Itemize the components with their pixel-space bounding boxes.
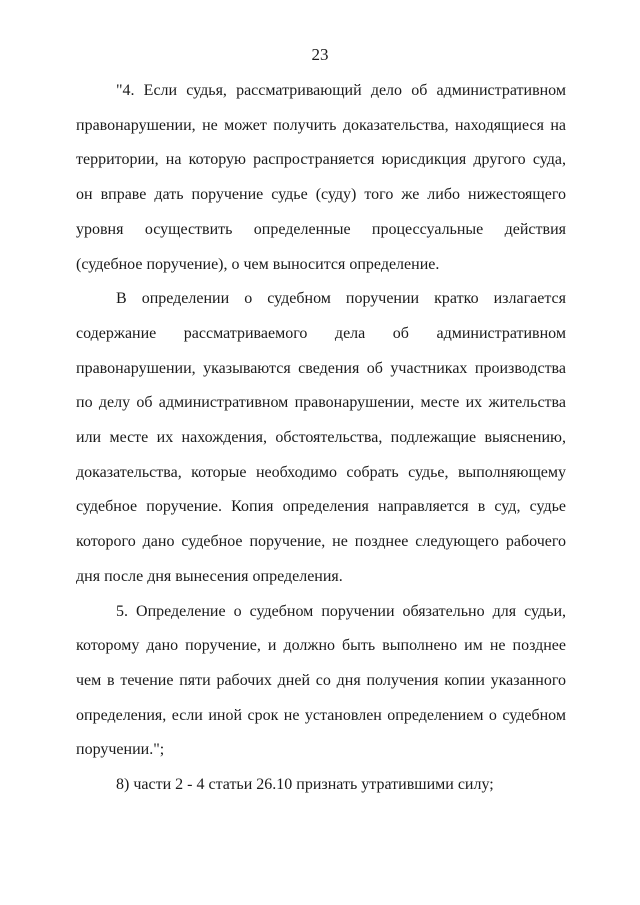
paragraph-court-order-clause-4: "4. Если судья, рассматривающий дело об административном правонарушении, не может получить доказательства, находящиеся на территории, на которую распространяется юрисдикция другого суда, он вправе дать поручение судье (суду) того же либо нижестоящего уровня осуществить определенные процессуальные действия (судебное поручение), о чем выносится определение. (76, 82, 566, 273)
paragraph-item-8: 8) части 2 - 4 статьи 26.10 признать утратившими силу; (116, 776, 494, 794)
page-number: 23 (311, 45, 329, 64)
paragraph-court-order-contents: В определении о судебном поручении кратко излагается содержание рассматриваемого дела об административном правонарушении, указываются сведения об участниках производства по делу об административном правонарушении, месте их жительства или месте их нахождения, обстоятельства, подлежащие выяснению, доказательства, которые необходимо собрать судье, выполняющему судебное поручение. Копия определения направляется в суд, судье которого дано судебное поручение, не позднее следующего рабочего дня после дня вынесения определения. (76, 290, 566, 585)
paragraph-court-order-clause-5: 5. Определение о судебном поручении обязательно для судьи, которому дано поручение, и должно быть выполнено им не позднее чем в течение пяти рабочих дней со дня получения копии указанного определения, если иной срок не установлен определением о судебном поручении."; (76, 602, 566, 759)
document-body (76, 74, 566, 803)
